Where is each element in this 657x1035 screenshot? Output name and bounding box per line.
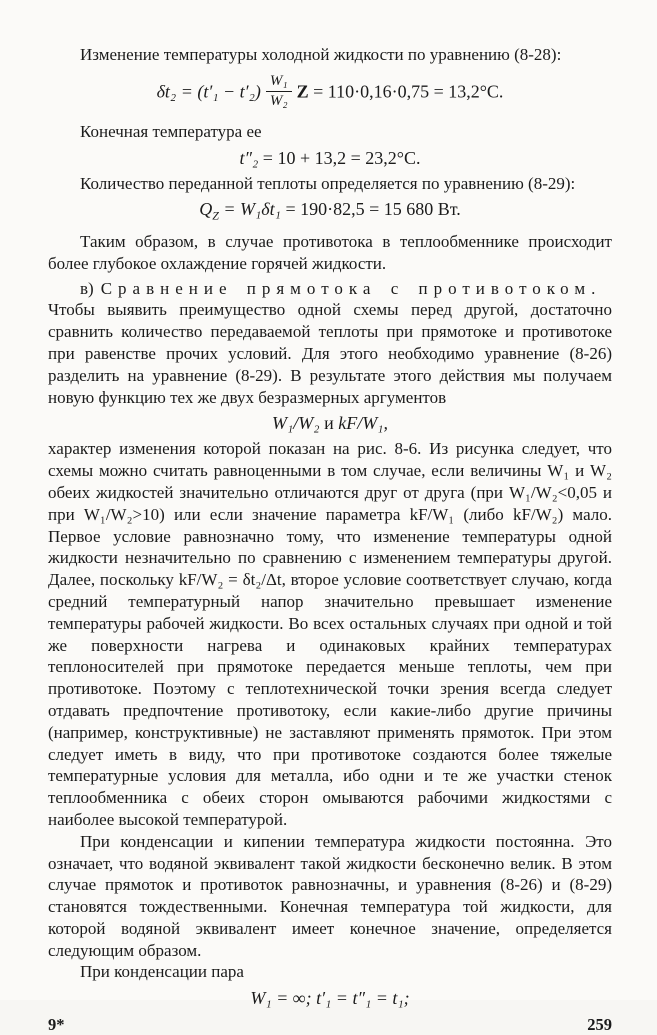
formula-dimensionless-arguments: W₁/W₂ и kF/W₁, [272, 413, 388, 434]
paragraph-conclusion-counterflow: Таким образом, в случае противотока в теплообменнике происходит более глубокое охлаждение горячей жидкости. [48, 231, 612, 273]
paragraph-eq-8-29-intro: Количество переданной теплоты определяется по уравнению (8-29): [80, 173, 576, 193]
section-title: Сравнение прямотока с противотоком. [100, 278, 602, 298]
page-number: 259 [587, 1015, 612, 1035]
paragraph-condensation-boiling: При конденсации и кипении температура жидкости постоянна. Это означает, что водяной эквивалент такой жидкости бесконечно велик. В этом случае прямоток и противоток равнозначны, и уравнения (8-26) и (8-29) становятся тождественными. Конечная температура той жидкости, для которой водяной эквивалент имеет конечное значение, определяется следующим образом. [48, 831, 612, 960]
formula-t2-final: t″₂ = 10 + 13,2 = 23,2°C. [239, 147, 421, 168]
section-letter: в) [80, 278, 94, 298]
fraction: $\frac{\text{W₁}}{\text{W₂}}$ [266, 73, 292, 110]
formula-w1-infinity: W₁ = ∞; t′₁ = t″₁ = t₁; [250, 988, 410, 1009]
page-footer [48, 1015, 612, 1035]
formula-qz: $Q_Z = W_1\delta t_1 = 190\cdot 82,5 = 15$ 680 Вт. [199, 199, 461, 223]
formula-delta-t2: δt₂ = (t′₁ − t′₂) $\frac{\text{W₁}}{\text{W₂}}$ Z = 110·0,16·0,75 = 13,2°C. [156, 72, 504, 109]
paragraph-eq-8-28-intro: Изменение температуры холодной жидкости по уравнению (8-28): [80, 45, 562, 64]
paragraph-figure-8-6-discussion: характер изменения которой показан на рис. 8-6. Из рисунка следует, что схемы можно считать равноценными в том случае, если величины W₁ и W₂ обеих жидкостей значительно отличаются друг от друга (при W₁/W₂<0,05 и при W₁/W₂>10) или если значение параметра kF/W₁ (либо kF/W₂) мало. Первое условие равнозначно тому, что изменение температуры одной жидкости незначительно по сравнению с изменением температуры другой. Далее, поскольку kF/W₂ = δt₂/Δt, второе условие соответствует случаю, когда средний температурный напор значительно превышает изменение температуры рабочей жидкости. Во всех остальных случаях при одной и той же поверхности нагрева и одинаковых крайних температурах теплоносителей при прямотоке передается меньше теплоты, чем при противотоке. Поэтому с теплотехнической точки зрения всегда следует отдавать предпочтение противотоку, если какие-либо другие причины (например, конструктивные) не заставляют применять прямоток. При этом следует иметь в виду, что при противотоке создаются более тяжелые температурные условия для металла, ибо одни и те же участки стенок теплообменника с обеих сторон омываются рабочими жидкостями с наиболее высокой температурой. [48, 439, 612, 829]
paragraph-comparison-method: Чтобы выявить преимущество одной схемы перед другой, достаточно сравнить количество передаваемой теплоты при прямотоке и противотоке при равенстве прочих условий. Для этого необходимо уравнение (8-26) разделить на уравнение (8-29). В результате этого действия мы получаем новую функцию тех же двух безразмерных аргументов [48, 300, 612, 407]
section-heading-comparison [48, 278, 612, 300]
signature-mark: 9* [48, 1015, 65, 1035]
paragraph-final-temperature: Конечная температура ее [80, 121, 262, 141]
paragraph-steam-condensation: При конденсации пара [80, 962, 244, 982]
